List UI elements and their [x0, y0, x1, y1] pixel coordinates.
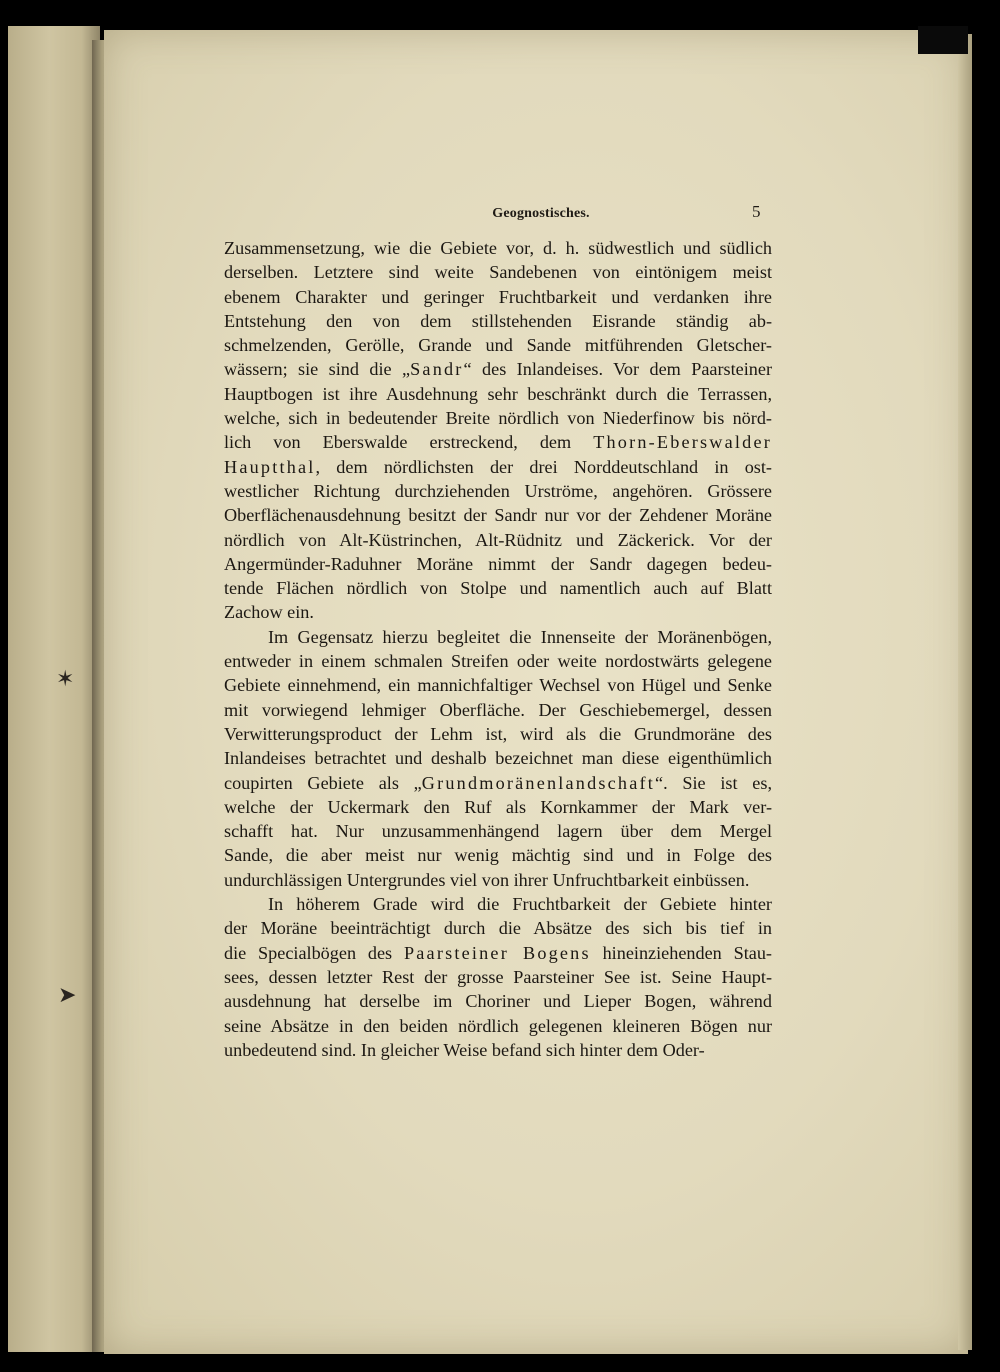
text-line: schafft hat. Nur unzusammenhängend lagern über dem Mergel	[224, 821, 772, 842]
text-line: Oberflächenausdehnung besitzt der Sandr nur vor der Zehdener Moräne	[224, 505, 772, 526]
spaced-emphasis: Thorn-Eberswalder	[593, 432, 772, 453]
text-line: ausdehnung hat derselbe im Choriner und Lieper Bogen, während	[224, 991, 772, 1012]
black-corner	[918, 26, 968, 54]
text-run: “. Sie ist es,	[655, 772, 772, 793]
text-line: der Moräne beeinträchtigt durch die Absätze des sich bis tief in	[224, 918, 772, 939]
text-line: seine Absätze in den beiden nördlich gelegenen kleineren Bögen nur	[224, 1015, 772, 1036]
page-fore-edge	[958, 34, 972, 1350]
text-line	[224, 771, 772, 795]
spaced-emphasis: Hauptthal	[224, 456, 316, 477]
body-text	[224, 236, 772, 1062]
text-line: ebenem Charakter und geringer Fruchtbarkeit und verdanken ihre	[224, 286, 772, 307]
text-line: Sande, die aber meist nur wenig mächtig sind und in Folge des	[224, 845, 772, 866]
margin-asterisk-icon: ✶	[56, 666, 75, 691]
text-line: tende Flächen nördlich von Stolpe und namentlich auch auf Blatt	[224, 578, 772, 599]
text-line: entweder in einem schmalen Streifen oder weite nordostwärts gelegene	[224, 651, 772, 672]
text-line: derselben. Letztere sind weite Sandebenen von eintönigem meist	[224, 262, 772, 283]
text-line: mit vorwiegend lehmiger Oberfläche. Der Geschiebemergel, dessen	[224, 699, 772, 720]
text-line: Entstehung den von dem stillstehenden Eisrande ständig ab-	[224, 310, 772, 331]
text-line	[224, 941, 772, 965]
running-head	[104, 200, 968, 230]
text-line: Zachow ein.	[224, 602, 314, 623]
text-line: unbedeutend sind. In gleicher Weise befand sich hinter dem Oder-	[224, 1039, 705, 1060]
page-running-title: Geognostisches.	[492, 206, 590, 221]
text-line: Hauptbogen ist ihre Ausdehnung sehr beschränkt durch die Terrassen,	[224, 383, 772, 404]
text-line	[224, 455, 772, 479]
margin-arrow-icon: ➤	[58, 982, 77, 1007]
text-line: Angermünder-Raduhner Moräne nimmt der Sandr dagegen bedeu-	[224, 553, 772, 574]
text-run: , dem nördlichsten der drei Norddeutschland in ost-	[315, 456, 772, 477]
text-line: Gebiete einnehmend, ein mannichfaltiger Wechsel von Hügel und Senke	[224, 675, 772, 696]
text-line: westlicher Richtung durchziehenden Urströme, angehören. Grössere	[224, 480, 772, 501]
text-run: hineinziehenden Stau-	[590, 942, 772, 963]
text-line	[224, 430, 772, 454]
text-line: Verwitterungsproduct der Lehm ist, wird als die Grundmoräne des	[224, 723, 772, 744]
text-line	[224, 357, 772, 381]
spaced-emphasis: Sandr	[410, 359, 464, 380]
text-line: nördlich von Alt-Küstrinchen, Alt-Rüdnitz und Zäckerick. Vor der	[224, 529, 772, 550]
spaced-emphasis: Grundmoränenlandschaft	[421, 772, 656, 793]
text-run: wässern; sie sind die „	[224, 359, 411, 380]
text-line: schmelzenden, Gerölle, Grande und Sande mitführenden Gletscher-	[224, 335, 772, 356]
text-run: lich von Eberswalde erstreckend, dem	[224, 432, 594, 453]
text-run: coupirten Gebiete als „	[224, 772, 422, 793]
spaced-emphasis: Paarsteiner Bogens	[403, 942, 591, 963]
text-line: Inlandeises betrachtet und deshalb bezeichnet man diese eigenthümlich	[224, 748, 772, 769]
text-line: Im Gegensatz hierzu begleitet die Innenseite der Moränenbögen,	[268, 626, 772, 647]
left-page-edge	[8, 26, 100, 1352]
text-run: die Specialbögen des	[224, 942, 404, 963]
text-line: welche, sich in bedeutender Breite nördlich von Niederfinow bis nörd-	[224, 408, 772, 429]
text-line: undurchlässigen Untergrundes viel von ihrer Unfruchtbarkeit einbüssen.	[224, 869, 750, 890]
text-line: Zusammensetzung, wie die Gebiete vor, d. h. südwestlich und südlich	[224, 238, 772, 258]
text-run: “ des Inlandeises. Vor dem Paarsteiner	[463, 359, 773, 380]
text-line: sees, dessen letzter Rest der grosse Paarsteiner See ist. Seine Haupt-	[224, 966, 772, 987]
page-number: 5	[752, 202, 761, 221]
text-line: welche der Uckermark den Ruf als Kornkammer der Mark ver-	[224, 796, 772, 817]
text-line: In höherem Grade wird die Fruchtbarkeit der Gebiete hinter	[268, 894, 772, 915]
